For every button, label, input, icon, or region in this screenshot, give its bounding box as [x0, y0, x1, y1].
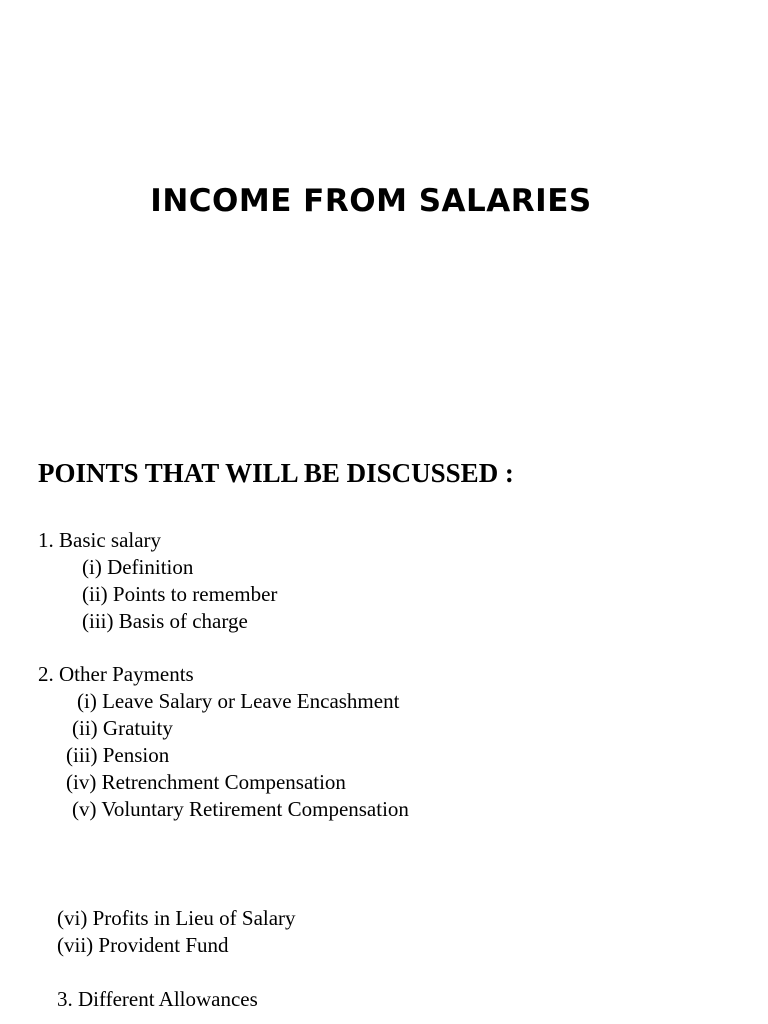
document-title: INCOME FROM SALARIES: [150, 183, 592, 219]
section-2-item: (ii) Gratuity: [72, 716, 173, 740]
section-2-item: (iv) Retrenchment Compensation: [66, 770, 346, 794]
points-heading: POINTS THAT WILL BE DISCUSSED :: [38, 458, 514, 488]
section-1-item: (iii) Basis of charge: [82, 609, 248, 633]
section-3-heading: 3. Different Allowances: [57, 987, 258, 1011]
section-2-item: (iii) Pension: [66, 743, 170, 767]
section-1-item: (ii) Points to remember: [82, 582, 278, 606]
section-2-item: (vii) Provident Fund: [57, 933, 229, 957]
section-1-item: (i) Definition: [82, 555, 194, 579]
section-2-item: (i) Leave Salary or Leave Encashment: [77, 689, 400, 713]
section-1-heading: 1. Basic salary: [38, 528, 162, 552]
section-2-item: (v) Voluntary Retirement Compensation: [72, 797, 409, 821]
section-2-heading: 2. Other Payments: [38, 662, 194, 686]
section-2-item: (vi) Profits in Lieu of Salary: [57, 906, 296, 930]
